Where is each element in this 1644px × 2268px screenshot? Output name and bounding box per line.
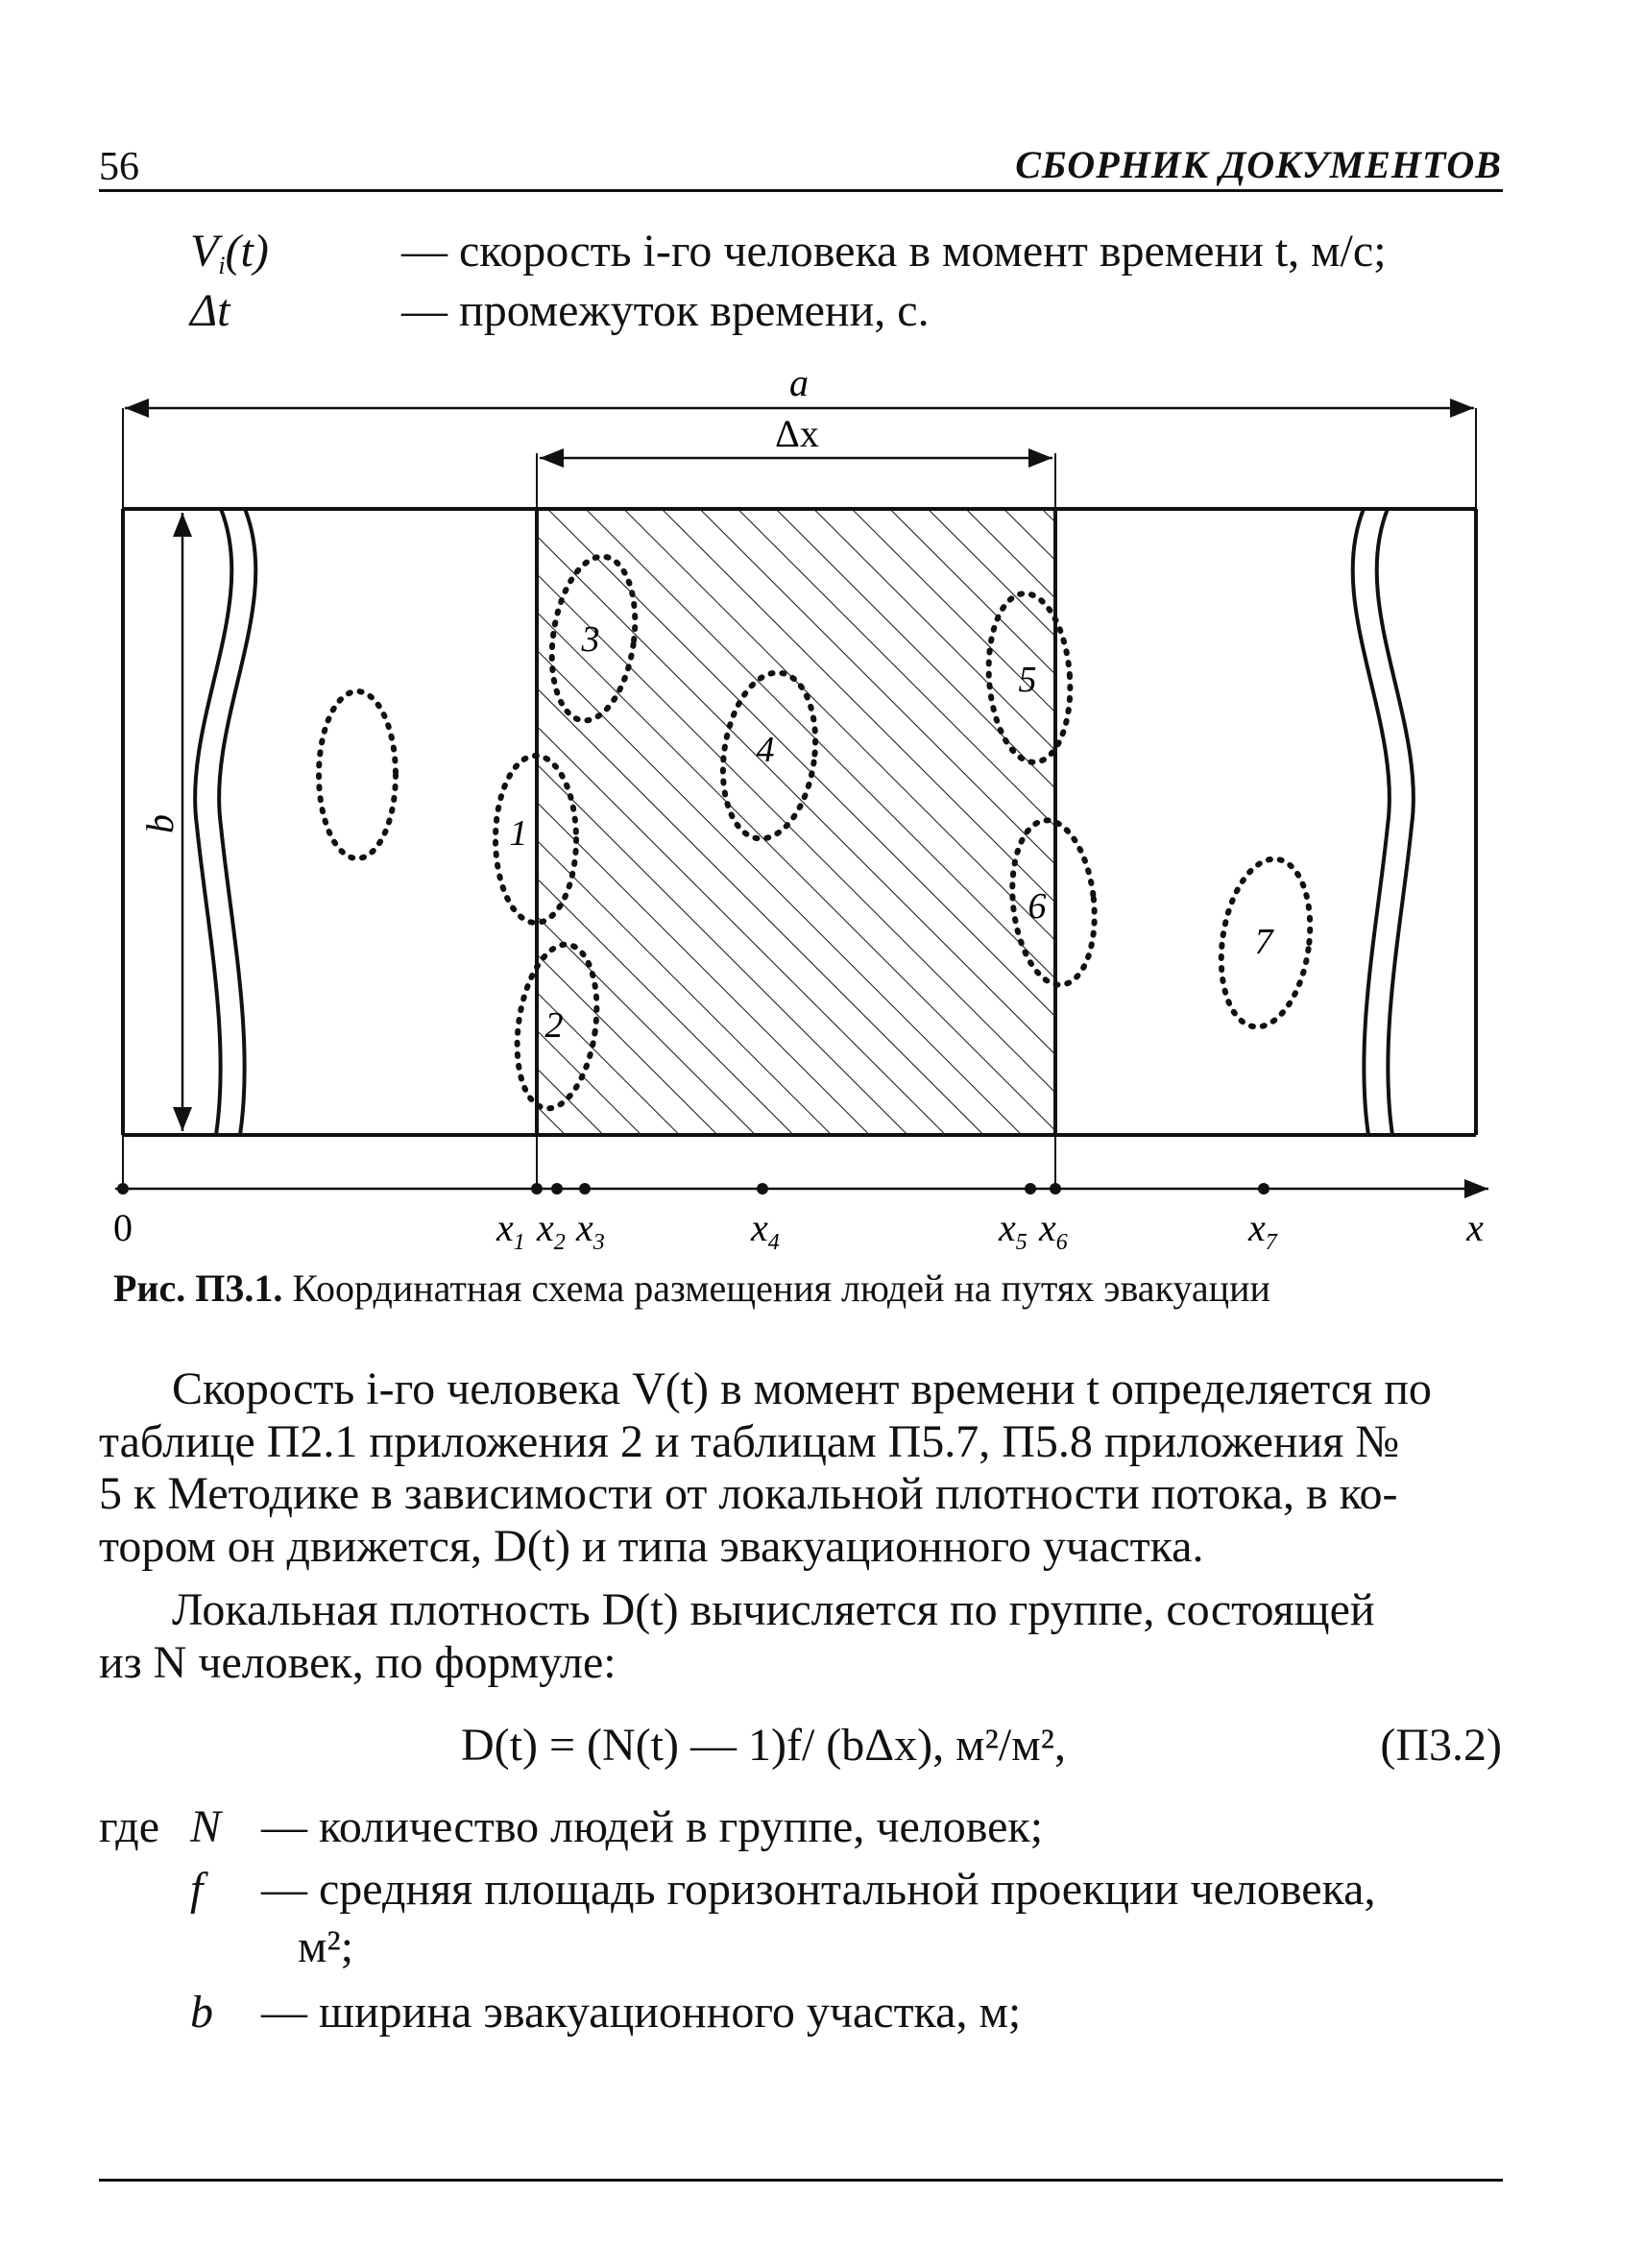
tick-x4 — [757, 1183, 768, 1194]
definition-text-f-continued: м²; — [298, 1921, 354, 1972]
tick-label-x5: $x_5$ — [999, 1206, 1028, 1255]
definition-text-f: — средняя площадь горизонтальной проекции человека, — [261, 1864, 1376, 1915]
paragraph-line: 5 к Методике в зависимости от локальной плотности потока, в ко- — [99, 1468, 1398, 1519]
tick-x1 — [531, 1183, 543, 1194]
paragraph-line: Скорость i-го человека V(t) в момент времени t определяется по — [172, 1363, 1432, 1414]
definition-text-delta-t: — промежуток времени, с. — [401, 285, 930, 336]
running-title: СБОРНИК ДОКУМЕНТОВ — [1015, 143, 1502, 186]
tick-label-x2: $x_2$ — [537, 1206, 566, 1255]
footer-rule — [99, 2179, 1503, 2182]
paragraph-line: Локальная плотность D(t) вычисляется по группе, состоящей — [172, 1584, 1375, 1635]
paragraph-line: тором он движется, D(t) и типа эвакуационного участка. — [99, 1520, 1204, 1572]
person-label-4: 4 — [756, 730, 775, 770]
person-label-3: 3 — [581, 619, 600, 660]
definition-symbol-velocity: $V_i(t)$ — [190, 226, 269, 279]
definition-text-n: — количество людей в группе, человек; — [261, 1801, 1044, 1852]
tick-x7 — [1258, 1183, 1269, 1194]
where-label: где — [99, 1801, 160, 1852]
person-label-5: 5 — [1018, 660, 1037, 700]
tick-label-x3: $x_3$ — [576, 1206, 605, 1255]
tick-label-x6: $x_6$ — [1039, 1206, 1068, 1255]
definition-symbol-f: f — [190, 1864, 204, 1915]
paragraph-velocity — [99, 1363, 1503, 1573]
figure-caption-text: Координатная схема размещения людей на путях эвакуации — [292, 1267, 1270, 1310]
definition-symbol-delta-t: Δt — [190, 285, 230, 336]
tick-label-x7: $x_7$ — [1248, 1206, 1277, 1255]
axis-label-x: x — [1466, 1206, 1484, 1249]
header-rule — [99, 189, 1503, 192]
coordinate-scheme-figure — [0, 346, 1644, 1267]
person-label-1: 1 — [509, 813, 528, 854]
tick-x3 — [579, 1183, 591, 1194]
person-label-7: 7 — [1254, 922, 1273, 962]
paragraph-line: таблице П2.1 приложения 2 и таблицам П5.7, П5.8 приложения № — [99, 1415, 1400, 1467]
tick-origin — [117, 1183, 129, 1194]
tick-label-x4: $x_4$ — [751, 1206, 780, 1255]
paragraph-density — [99, 1584, 1503, 1689]
hatched-segment — [537, 509, 1055, 1135]
tick-x2 — [551, 1183, 563, 1194]
figure-caption — [113, 1266, 1270, 1311]
tick-x6 — [1050, 1183, 1061, 1194]
formula-density: D(t) = (N(t) — 1)f/ (bΔx), м²/м², — [461, 1720, 1066, 1771]
label-a: a — [789, 361, 809, 404]
person-label-2: 2 — [544, 1005, 564, 1046]
figure-caption-label: Рис. П3.1. — [113, 1267, 283, 1310]
paragraph-line: из N человек, по формуле: — [99, 1636, 616, 1688]
page-number: 56 — [99, 145, 139, 189]
person-label-6: 6 — [1028, 886, 1047, 927]
equation-number: (П3.2) — [1380, 1720, 1502, 1771]
tick-x5 — [1025, 1183, 1036, 1194]
definition-symbol-b: b — [190, 1987, 213, 2038]
label-b: b — [138, 814, 181, 833]
definition-text-b: — ширина эвакуационного участка, м; — [261, 1987, 1022, 2038]
label-dx: Δx — [775, 412, 819, 455]
tick-label-x1: $x_1$ — [496, 1206, 525, 1255]
person-ellipse-unlabeled — [319, 691, 396, 858]
origin-label: 0 — [113, 1206, 133, 1249]
definition-symbol-n: N — [190, 1801, 222, 1852]
definition-text-velocity: — скорость i-го человека в момент времени t, м/с; — [401, 226, 1387, 277]
